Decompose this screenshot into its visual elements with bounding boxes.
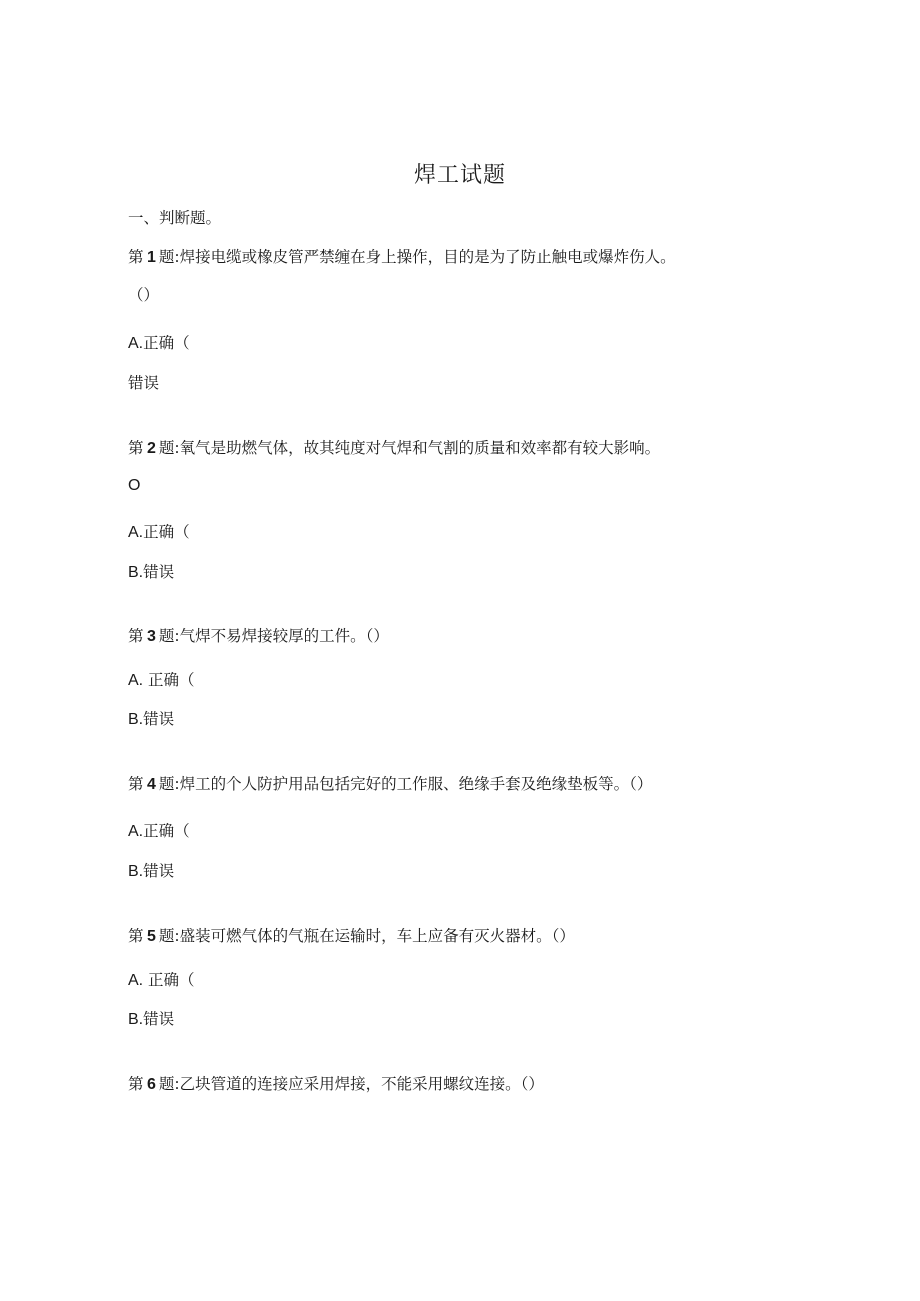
- option-letter: A.: [128, 335, 144, 352]
- question-number: 4: [147, 776, 156, 793]
- option-letter: A.: [128, 672, 144, 689]
- question-text: 盛装可燃气体的气瓶在运输时，车上应备有灭火器材。（）: [179, 927, 575, 945]
- option-letter: B.: [128, 711, 144, 728]
- question-suffix: 题:: [158, 248, 180, 266]
- question-1-option-a: [128, 333, 190, 354]
- question-suffix: 题:: [158, 775, 180, 793]
- question-number: 2: [147, 440, 156, 457]
- question-1-continuation: （）: [128, 286, 160, 304]
- question-number: 1: [147, 249, 156, 266]
- question-prefix: 第: [128, 439, 145, 457]
- question-4-option-b: [128, 861, 174, 882]
- option-letter: A.: [128, 823, 144, 840]
- question-text: 气焊不易焊接较厚的工件。（）: [179, 627, 389, 645]
- question-1-option-b: [128, 373, 159, 393]
- option-text: 错误: [143, 1010, 175, 1028]
- question-4: [128, 774, 652, 795]
- question-suffix: 题:: [158, 439, 180, 457]
- question-prefix: 第: [128, 927, 145, 945]
- option-text: 正确（: [143, 971, 195, 989]
- option-text: 错误: [128, 374, 160, 392]
- option-text: 正确（: [143, 334, 190, 352]
- question-3-option-b: [128, 709, 174, 730]
- question-suffix: 题:: [158, 927, 180, 945]
- question-5-option-a: [128, 970, 195, 991]
- question-2-option-b: [128, 562, 174, 583]
- option-letter: B.: [128, 564, 144, 581]
- option-letter: A.: [128, 524, 144, 541]
- question-1: [128, 247, 676, 268]
- question-text: 焊工的个人防护用品包括完好的工作服、绝缘手套及绝缘垫板等。（）: [179, 775, 653, 793]
- option-text: 正确（: [143, 671, 195, 689]
- question-text: 焊接电缆或橡皮管严禁缠在身上操作，目的是为了防止触电或爆炸伤人。: [179, 248, 676, 266]
- question-text: 乙块管道的连接应采用焊接，不能采用螺纹连接。（）: [179, 1075, 544, 1093]
- option-text: 错误: [143, 710, 175, 728]
- option-text: 错误: [143, 862, 175, 880]
- question-number: 3: [147, 628, 156, 645]
- question-suffix: 题:: [158, 1075, 180, 1093]
- question-prefix: 第: [128, 627, 145, 645]
- question-number: 5: [147, 928, 156, 945]
- question-3: [128, 626, 389, 647]
- question-2-continuation: O: [128, 477, 141, 494]
- question-2-option-a: [128, 522, 190, 543]
- option-text: 错误: [143, 563, 175, 581]
- question-4-option-a: [128, 821, 190, 842]
- question-prefix: 第: [128, 248, 145, 266]
- question-6: [128, 1074, 544, 1095]
- option-text: 正确（: [143, 822, 190, 840]
- question-5-option-b: [128, 1009, 174, 1030]
- option-letter: B.: [128, 863, 144, 880]
- section-heading: 一、判断题。: [128, 209, 222, 227]
- question-text: 氧气是助燃气体，故其纯度对气焊和气割的质量和效率都有较大影响。: [179, 439, 661, 457]
- option-letter: A.: [128, 972, 144, 989]
- question-prefix: 第: [128, 775, 145, 793]
- question-suffix: 题:: [158, 627, 180, 645]
- option-letter: B.: [128, 1011, 144, 1028]
- document-title: 焊工试题: [413, 163, 506, 188]
- option-text: 正确（: [143, 523, 190, 541]
- question-3-option-a: [128, 670, 195, 691]
- question-5: [128, 926, 575, 947]
- question-prefix: 第: [128, 1075, 145, 1093]
- question-2: [128, 438, 660, 459]
- question-number: 6: [147, 1076, 156, 1093]
